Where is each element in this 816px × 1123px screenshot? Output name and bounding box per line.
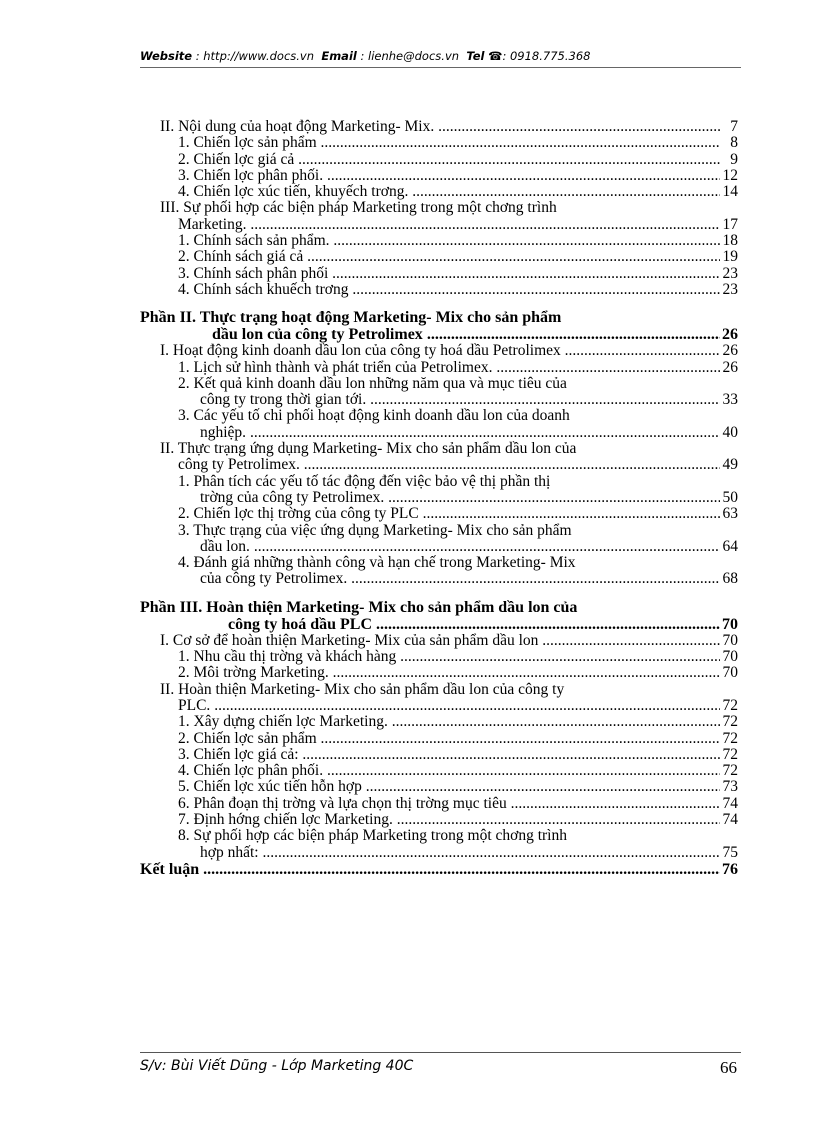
toc-entry-page: 72 xyxy=(722,745,738,763)
toc-entry xyxy=(140,506,740,522)
footer-divider xyxy=(140,1052,741,1053)
header-divider xyxy=(140,67,741,68)
toc-entry-page: 72 xyxy=(722,696,738,714)
toc-entry-text: I. Cơ sở để hoàn thiện Marketing- Mix của sản phẩm dầu lon ..... xyxy=(160,633,720,649)
toc-entry-text: Phần III. Hoàn thiện Marketing- Mix cho sản phẩm dầu lon của xyxy=(140,598,578,616)
table-of-contents xyxy=(140,119,740,878)
toc-entry xyxy=(140,474,740,490)
footer-author: S/v: Bùi Viết Dũng - Lớp Marketing 40C xyxy=(140,1058,414,1074)
toc-entry xyxy=(140,571,740,587)
toc-entry-page: 18 xyxy=(722,232,738,250)
toc-entry-text: 3. Thực trạng của việc ứng dụng Marketing- Mix cho sản phẩm xyxy=(178,521,572,539)
toc-entry-text: II. Hoàn thiện Marketing- Mix cho sản phẩm dầu lon của công ty xyxy=(160,680,565,698)
toc-entry-text: 4. Chiến lợc xúc tiến, khuyếch trơng. ..... xyxy=(178,184,720,200)
toc-entry xyxy=(140,796,740,812)
toc-entry xyxy=(140,233,740,249)
tel-value: : 0918.775.368 xyxy=(502,49,591,63)
toc-entry xyxy=(140,457,740,473)
toc-entry-text: 1. Lịch sử hình thành và phát triển của Petrolimex. ..... xyxy=(178,360,720,376)
toc-entry xyxy=(140,135,740,151)
toc-entry-page: 64 xyxy=(722,537,738,555)
toc-entry xyxy=(140,249,740,265)
toc-entry-text: 2. Chiến lợc thị trờng của công ty PLC ..... xyxy=(178,506,720,522)
toc-entry-page: 75 xyxy=(722,843,738,861)
toc-entry xyxy=(140,665,740,681)
toc-part-heading xyxy=(140,599,740,616)
toc-entry-page: 70 xyxy=(722,615,738,633)
toc-entry-page: 40 xyxy=(722,423,738,441)
toc-entry-page: 72 xyxy=(722,713,738,731)
toc-entry xyxy=(140,763,740,779)
toc-entry-text: Kết luận ..... xyxy=(140,861,720,878)
toc-entry-page: 68 xyxy=(722,570,738,588)
toc-entry xyxy=(140,779,740,795)
toc-entry-page: 12 xyxy=(722,166,738,184)
toc-entry-page: 74 xyxy=(722,810,738,828)
website-label: Website xyxy=(140,49,193,63)
toc-entry-text: 2. Kết quả kinh doanh dầu lon những năm qua và mục tiêu của xyxy=(178,374,567,392)
toc-entry xyxy=(140,633,740,649)
toc-entry-text: II. Nội dung của hoạt động Marketing- Mix. ..... xyxy=(160,119,720,135)
toc-entry xyxy=(140,555,740,571)
toc-entry-text: 7. Định hớng chiến lợc Marketing. ..... xyxy=(178,812,720,828)
toc-entry-text: 1. Nhu cầu thị trờng và khách hàng ..... xyxy=(178,649,720,665)
toc-entry-page: 14 xyxy=(722,183,738,201)
toc-entry xyxy=(140,184,740,200)
toc-entry xyxy=(140,714,740,730)
toc-entry-page: 26 xyxy=(722,326,738,344)
toc-entry-page: 63 xyxy=(722,505,738,523)
toc-entry-page: 70 xyxy=(722,648,738,666)
toc-entry-page: 23 xyxy=(722,280,738,298)
toc-entry-text: PLC. ..... xyxy=(178,698,720,714)
toc-entry-page: 23 xyxy=(722,264,738,282)
tel-label: Tel xyxy=(466,49,485,63)
toc-entry-page: 8 xyxy=(730,134,738,152)
toc-entry xyxy=(140,360,740,376)
toc-entry xyxy=(140,266,740,282)
toc-entry-text: 1. Chiến lợc sản phẩm ..... xyxy=(178,135,720,151)
toc-entry xyxy=(140,200,740,216)
toc-entry-text: II. Thực trạng ứng dụng Marketing- Mix cho sản phẩm dầu lon của xyxy=(160,440,577,458)
toc-entry-text: trờng của công ty Petrolimex. ..... xyxy=(200,490,720,506)
toc-entry-text: công ty Petrolimex. ..... xyxy=(178,457,720,473)
toc-entry-page: 26 xyxy=(722,358,738,376)
email-label: Email xyxy=(321,49,357,63)
toc-entry-page: 72 xyxy=(722,729,738,747)
toc-entry-text: 8. Sự phối hợp các biện pháp Marketing trong một chơng trình xyxy=(178,827,567,845)
toc-entry-page: 17 xyxy=(722,215,738,233)
toc-entry-text: 5. Chiến lợc xúc tiến hỗn hợp ..... xyxy=(178,779,720,795)
toc-entry xyxy=(140,217,740,233)
toc-entry-text: Marketing. ..... xyxy=(178,217,720,233)
toc-entry-text: của công ty Petrolimex. ..... xyxy=(200,571,720,587)
toc-entry-text: dầu lon. ..... xyxy=(200,539,720,555)
email-value[interactable]: : lienhe@docs.vn xyxy=(360,49,460,63)
toc-entry-page: 7 xyxy=(730,118,738,135)
toc-entry xyxy=(140,698,740,714)
toc-entry xyxy=(140,828,740,844)
toc-entry xyxy=(140,682,740,698)
toc-entry-page: 50 xyxy=(722,488,738,506)
toc-entry xyxy=(140,523,740,539)
toc-entry xyxy=(140,539,740,555)
toc-part-heading xyxy=(140,616,740,633)
toc-entry-text: 1. Phân tích các yếu tố tác động đến việc bảo vệ thị phần thị xyxy=(178,472,551,490)
toc-entry-page: 74 xyxy=(722,794,738,812)
toc-entry-text: 4. Chính sách khuếch trơng ..... xyxy=(178,282,720,298)
toc-entry-text: 2. Môi trờng Marketing. ..... xyxy=(178,665,720,681)
toc-entry xyxy=(140,490,740,506)
toc-entry xyxy=(140,282,740,298)
toc-entry-text: hợp nhất: ..... xyxy=(200,845,720,861)
toc-entry-text: Phần II. Thực trạng hoạt động Marketing- Mix cho sản phẩm xyxy=(140,309,562,327)
toc-entry-text: 3. Các yếu tố chi phối hoạt động kinh doanh dầu lon của doanh xyxy=(178,407,570,425)
toc-entry xyxy=(140,168,740,184)
toc-entry-text: 3. Chiến lợc phân phối. ..... xyxy=(178,168,720,184)
toc-entry-text: dầu lon của công ty Petrolimex ..... xyxy=(212,326,720,343)
toc-entry xyxy=(140,845,740,861)
toc-entry xyxy=(140,425,740,441)
toc-entry-page: 9 xyxy=(730,150,738,168)
website-value[interactable]: : http://www.docs.vn xyxy=(195,49,315,63)
toc-entry xyxy=(140,376,740,392)
toc-part-heading xyxy=(140,309,740,326)
toc-entry xyxy=(140,649,740,665)
toc-entry xyxy=(140,441,740,457)
toc-entry-text: 2. Chiến lợc giá cả ..... xyxy=(178,152,720,168)
toc-entry xyxy=(140,408,740,424)
toc-entry-page: 49 xyxy=(722,456,738,474)
toc-entry xyxy=(140,152,740,168)
toc-entry-text: 4. Đánh giá những thành công và hạn chế trong Marketing- Mix xyxy=(178,554,576,572)
toc-conclusion xyxy=(140,861,740,878)
toc-entry-page: 26 xyxy=(722,342,738,360)
toc-entry-text: 2. Chiến lợc sản phẩm ..... xyxy=(178,731,720,747)
toc-entry-text: 1. Chính sách sản phẩm. ..... xyxy=(178,233,720,249)
toc-entry-text: công ty hoá dầu PLC ..... xyxy=(228,616,720,633)
toc-entry xyxy=(140,119,740,135)
toc-entry xyxy=(140,747,740,763)
page-header xyxy=(140,49,740,63)
page-number: 66 xyxy=(720,1058,737,1077)
toc-entry-text: 4. Chiến lợc phân phối. ..... xyxy=(178,763,720,779)
toc-entry-page: 73 xyxy=(722,778,738,796)
toc-entry-page: 19 xyxy=(722,248,738,266)
toc-entry xyxy=(140,812,740,828)
toc-entry xyxy=(140,731,740,747)
toc-entry-text: 1. Xây dựng chiến lợc Marketing. ..... xyxy=(178,714,720,730)
toc-entry-page: 72 xyxy=(722,762,738,780)
toc-entry-text: I. Hoạt động kinh doanh dầu lon của công ty hoá dầu Petrolimex ..... xyxy=(160,343,720,359)
toc-entry-text: nghiệp. ..... xyxy=(200,425,720,441)
toc-entry-text: 3. Chính sách phân phối ..... xyxy=(178,266,720,282)
toc-part-heading xyxy=(140,326,740,343)
toc-entry xyxy=(140,392,740,408)
phone-icon: ☎ xyxy=(488,49,503,63)
toc-entry-text: 2. Chính sách giá cả ..... xyxy=(178,249,720,265)
toc-entry-text: 3. Chiến lợc giá cả: ..... xyxy=(178,747,720,763)
toc-entry-page: 33 xyxy=(722,391,738,409)
toc-entry-page: 70 xyxy=(722,664,738,682)
toc-entry-text: 6. Phân đoạn thị trờng và lựa chọn thị trờng mục tiêu ..... xyxy=(178,796,720,812)
toc-entry-text: công ty trong thời gian tới. ..... xyxy=(200,392,720,408)
toc-entry xyxy=(140,343,740,359)
toc-entry-page: 70 xyxy=(722,631,738,649)
toc-entry-page: 76 xyxy=(722,860,738,878)
toc-entry-text: III. Sự phối hợp các biện pháp Marketing trong một chơng trình xyxy=(160,199,557,217)
